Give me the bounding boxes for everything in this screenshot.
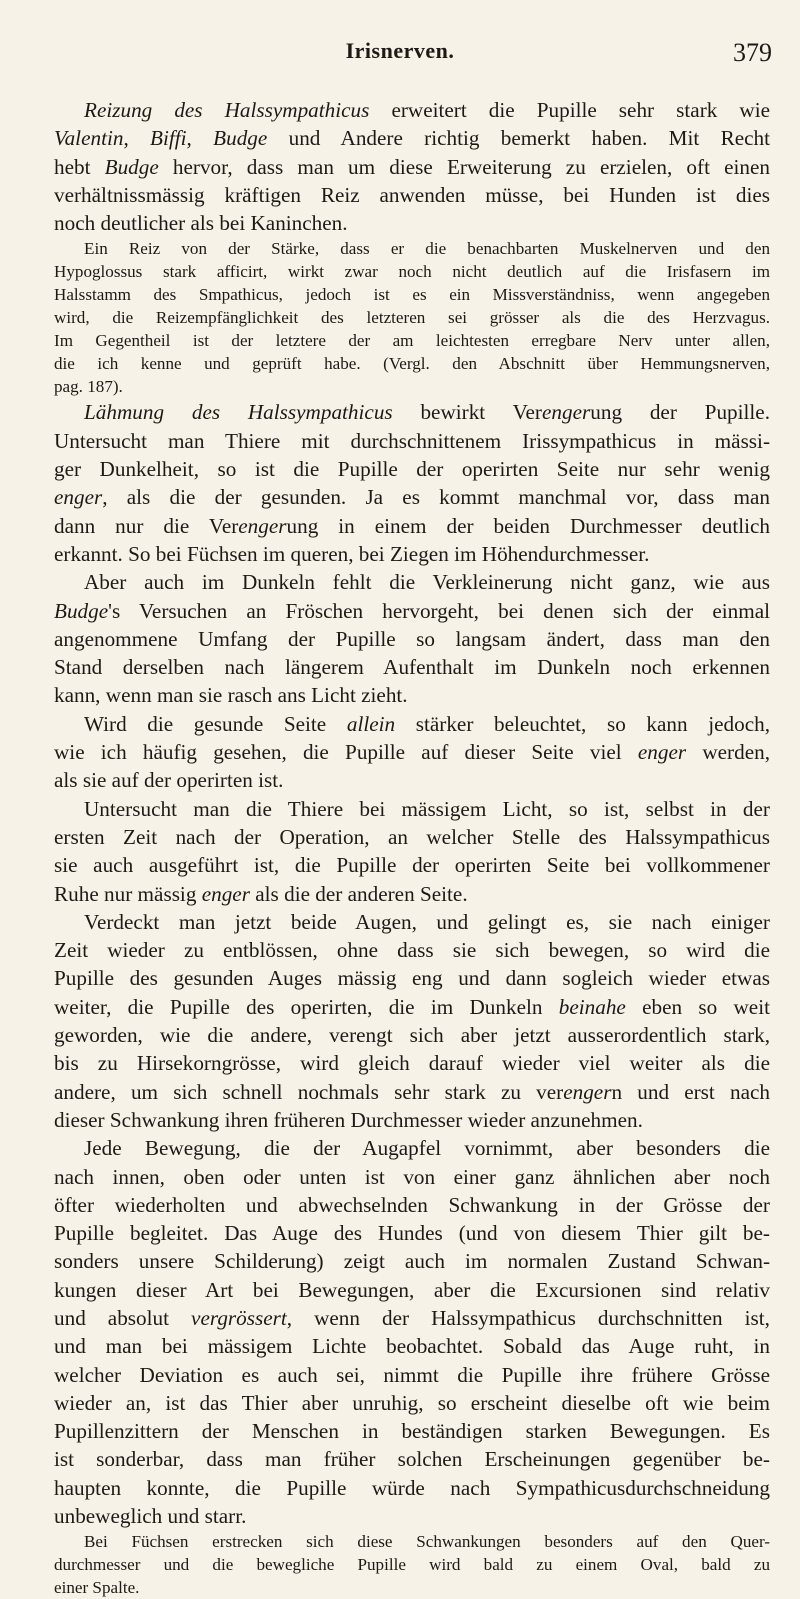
text-line: Ruhe nur mässig enger als die der anderen Seite.	[54, 881, 468, 906]
footnote-paragraph	[54, 237, 770, 398]
body-paragraph	[54, 398, 770, 568]
text-line: durchmesser und die bewegliche Pupille wird bald zu einem Oval, bald zu	[54, 1555, 770, 1575]
body-paragraph	[54, 795, 770, 908]
text-line: unbeweglich und starr.	[54, 1504, 247, 1529]
text-line: ger Dunkelheit, so ist die Pupille der operirten Seite nur sehr wenig	[54, 457, 770, 482]
body-paragraph	[54, 1134, 770, 1530]
running-head	[0, 38, 800, 68]
text-line: pag. 187).	[54, 377, 123, 397]
text-line: Reizung des Halssympathicus erweitert die Pupille sehr stark wie	[84, 98, 770, 122]
text-line: die ich kenne und geprüft habe. (Vergl. den Abschnitt über Hemmungsnerven,	[54, 354, 770, 374]
text-line: Pupille begleitet. Das Auge des Hundes (und von diesem Thier gilt be-	[54, 1221, 770, 1246]
text-line: ist sonderbar, dass man früher solchen Erscheinungen gegenüber be-	[54, 1447, 770, 1472]
text-line: erkannt. So bei Füchsen im queren, bei Ziegen im Höhendurchmesser.	[54, 541, 650, 566]
text-line: kann, wenn man sie rasch ans Licht zieht.	[54, 683, 408, 708]
text-line: Halsstamm des Smpathicus, jedoch ist es ein Missverständniss, wenn angegeben	[54, 285, 770, 305]
text-line: Pupille des gesunden Auges mässig eng und dann sogleich wieder etwas	[54, 966, 770, 991]
text-line: ersten Zeit nach der Operation, an welcher Stelle des Halssympathicus	[54, 824, 770, 849]
body-paragraph	[54, 710, 770, 795]
text-body	[54, 96, 770, 1599]
text-line: öfter wiederholten und abwechselnden Schwankung in der Grösse der	[54, 1192, 770, 1217]
text-line: Bei Füchsen erstrecken sich diese Schwankungen besonders auf den Quer-	[84, 1532, 770, 1552]
text-line: enger, als die der gesunden. Ja es kommt manchmal vor, dass man	[54, 485, 770, 510]
page-heading: Irisnerven.	[345, 38, 455, 63]
body-paragraph	[54, 568, 770, 709]
text-line: wie ich häufig gesehen, die Pupille auf dieser Seite viel enger werden,	[54, 740, 770, 765]
text-line: Pupillenzittern der Menschen in beständigen starken Bewegungen. Es	[54, 1419, 770, 1444]
text-line: Budge's Versuchen an Fröschen hervorgeht, bei denen sich der einmal	[54, 598, 770, 623]
text-line: sonders unsere Schilderung) zeigt auch im normalen Zustand Schwan-	[54, 1249, 770, 1274]
text-line: Verdeckt man jetzt beide Augen, und gelingt es, sie nach einiger	[84, 909, 770, 934]
text-line: hebt Budge hervor, dass man um diese Erweiterung zu erzielen, oft einen	[54, 154, 770, 179]
text-line: Valentin, Biffi, Budge und Andere richtig bemerkt haben. Mit Recht	[54, 126, 771, 151]
text-line: Wird die gesunde Seite allein stärker beleuchtet, so kann jedoch,	[84, 711, 770, 736]
text-line: geworden, wie die andere, verengt sich aber jetzt ausserordentlich stark,	[54, 1023, 770, 1048]
text-line: und absolut vergrössert, wenn der Halssympathicus durchschnitten ist,	[54, 1305, 770, 1330]
text-line: Untersucht man die Thiere bei mässigem Licht, so ist, selbst in der	[84, 796, 770, 821]
text-line: Stand derselben nach längerem Aufenthalt im Dunkeln noch erkennen	[54, 655, 770, 680]
text-line: Hypoglossus stark afficirt, wirkt zwar noch nicht deutlich auf die Irisfasern im	[54, 262, 770, 282]
text-line: Aber auch im Dunkeln fehlt die Verkleinerung nicht ganz, wie aus	[84, 570, 770, 595]
text-line: Zeit wieder zu entblössen, ohne dass sie sich bewegen, so wird die	[54, 938, 770, 963]
text-line: bis zu Hirsekorngrösse, wird gleich darauf wieder viel weiter als die	[54, 1051, 770, 1076]
text-line: dieser Schwankung ihren früheren Durchmesser wieder anzunehmen.	[54, 1107, 643, 1132]
text-line: haupten konnte, die Pupille würde nach Sympathicusdurchschneidung	[54, 1475, 770, 1500]
text-line: weiter, die Pupille des operirten, die im Dunkeln beinahe eben so weit	[54, 994, 770, 1019]
text-line: Im Gegentheil ist der letztere der am leichtesten erregbare Nerv unter allen,	[54, 331, 770, 351]
text-line: Ein Reiz von der Stärke, dass er die benachbarten Muskelnerven und den	[84, 239, 770, 259]
text-line: welcher Deviation es auch sei, nimmt die Pupille ihre frühere Grösse	[54, 1362, 770, 1387]
text-line: einer Spalte.	[54, 1578, 140, 1598]
footnote-paragraph	[54, 1530, 770, 1599]
text-line: Untersucht man Thiere mit durchschnittenem Irissympathicus in mässi-	[54, 428, 770, 453]
body-paragraph	[54, 96, 770, 237]
text-line: noch deutlicher als bei Kaninchen.	[54, 211, 348, 236]
text-line: verhältnissmässig kräftigen Reiz anwenden müsse, bei Hunden ist dies	[54, 182, 770, 207]
text-line: nach innen, oben oder unten ist von einer ganz ähnlichen aber noch	[54, 1164, 770, 1189]
text-line: kungen dieser Art bei Bewegungen, aber die Excursionen sind relativ	[54, 1277, 770, 1302]
text-line: wird, die Reizempfänglichkeit des letzteren sei grösser als die des Herzvagus.	[54, 308, 770, 328]
text-line: wieder an, ist das Thier aber unruhig, so erscheint dieselbe oft wie beim	[54, 1390, 770, 1415]
text-line: als sie auf der operirten ist.	[54, 768, 284, 793]
text-line: andere, um sich schnell nochmals sehr stark zu verengern und erst nach	[54, 1079, 770, 1104]
text-line: sie auch ausgeführt ist, die Pupille der operirten Seite bei vollkommener	[54, 853, 770, 878]
text-line: angenommene Umfang der Pupille so langsam ändert, dass man den	[54, 626, 770, 651]
body-paragraph	[54, 908, 770, 1134]
text-line: und man bei mässigem Lichte beobachtet. Sobald das Auge ruht, in	[54, 1334, 770, 1359]
text-line: dann nur die Verengerung in einem der beiden Durchmesser deutlich	[54, 513, 770, 538]
page-number: 379	[733, 38, 772, 67]
text-line: Lähmung des Halssympathicus bewirkt Verengerung der Pupille.	[84, 400, 770, 425]
text-line: Jede Bewegung, die der Augapfel vornimmt, aber besonders die	[84, 1136, 770, 1161]
